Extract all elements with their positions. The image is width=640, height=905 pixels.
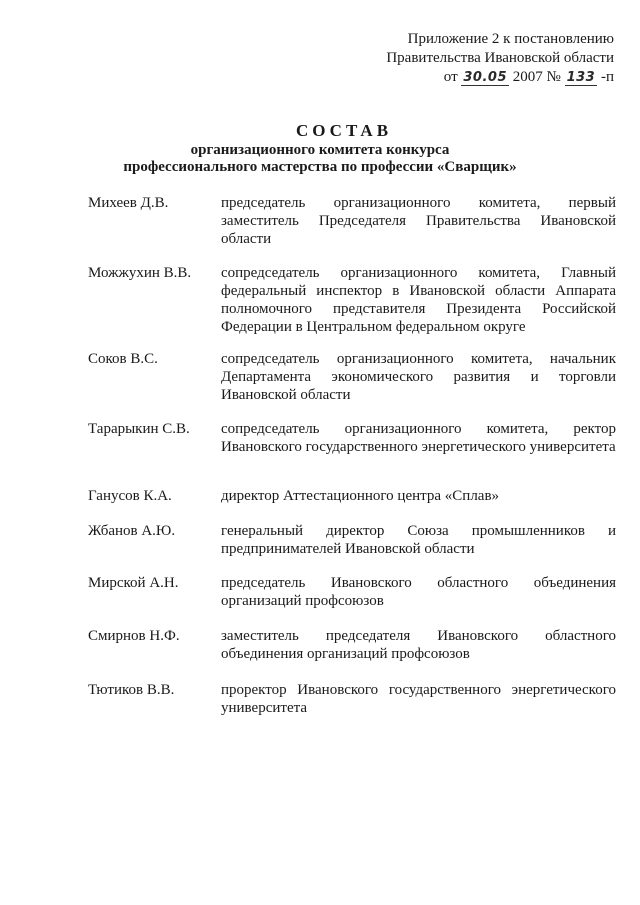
date-prefix: от: [443, 69, 458, 85]
member-role: заместитель председателя Ивановского областного объединения организаций профсоюзов: [221, 628, 616, 662]
member-role: директор Аттестационного центра «Сплав»: [221, 488, 500, 504]
appendix-line-1: Приложение 2 к постановлению: [407, 31, 614, 47]
member-role: сопредседатель организационного комитета, начальник Департамента экономического развития и торговли Ивановской области: [221, 351, 616, 403]
member-name: Тютиков В.В.: [88, 682, 175, 698]
member-name: Мирской А.Н.: [88, 575, 179, 591]
member-role: председатель Ивановского областного объединения организаций профсоюзов: [221, 575, 616, 609]
member-name: Жбанов А.Ю.: [88, 523, 176, 539]
member-name: Можжухин В.В.: [88, 265, 192, 281]
member-name: Ганусов К.А.: [88, 488, 172, 504]
member-role: председатель организационного комитета, первый заместитель Председателя Правительства Ивановской области: [221, 195, 616, 247]
handwritten-number: 133: [566, 70, 596, 85]
handwritten-date: 30.05: [463, 70, 508, 85]
member-name: Тарарыкин С.В.: [88, 421, 190, 437]
member-name: Соков В.С.: [88, 351, 158, 367]
member-role: генеральный директор Союза промышленников и предпринимателей Ивановской области: [221, 523, 616, 557]
appendix-line-2: Правительства Ивановской области: [386, 50, 614, 66]
document-title: СОСТАВ: [295, 121, 393, 140]
member-name: Михеев Д.В.: [88, 195, 169, 211]
member-role: проректор Ивановского государственного энергетического университета: [221, 682, 616, 716]
document-subtitle-line-1: организационного комитета конкурса: [190, 142, 450, 158]
number-suffix: -п: [600, 69, 614, 85]
member-role: сопредседатель организационного комитета, Главный федеральный инспектор в Ивановской области Аппарата полномочного представителя Президента Российской Федерации в Центральном федеральном округе: [221, 265, 616, 335]
member-name: Смирнов Н.Ф.: [88, 628, 180, 644]
document-subtitle-line-2: профессионального мастерства по профессии «Сварщик»: [123, 159, 517, 175]
year-number-label: 2007 №: [512, 69, 561, 85]
member-role: сопредседатель организационного комитета, ректор Ивановского государственного энергетического университета: [221, 421, 616, 455]
